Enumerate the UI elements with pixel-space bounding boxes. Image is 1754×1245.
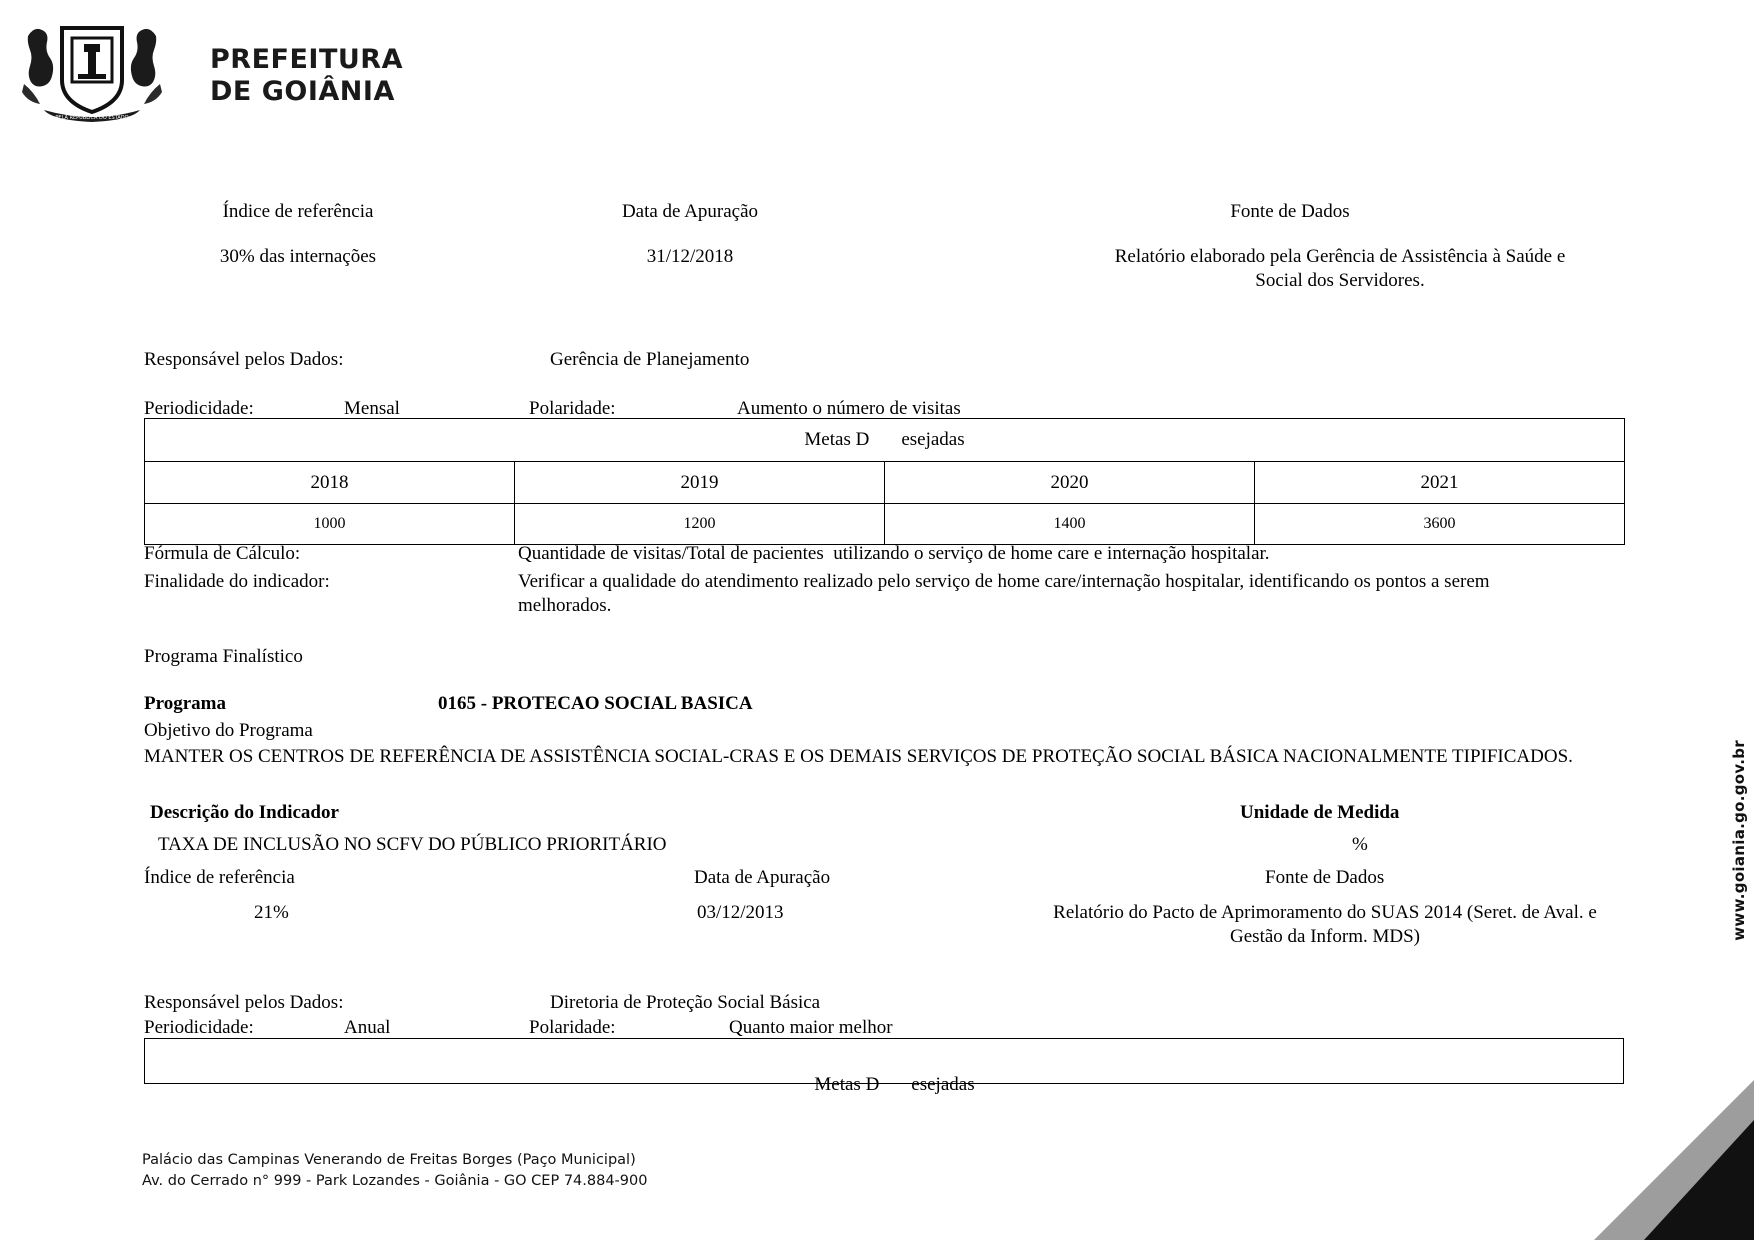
block2-index-value: 21%	[254, 902, 289, 923]
svg-text:PELA REPÚBLICA DO ESTADO: PELA REPÚBLICA DO ESTADO	[55, 115, 129, 121]
block2-date-value: 03/12/2013	[697, 902, 784, 923]
block2-periodicity-label: Periodicidade:	[144, 1017, 254, 1038]
metas-title-part-b: esejadas	[911, 1073, 975, 1095]
block1-metas-table	[144, 418, 1625, 545]
block1-source-header: Fonte de Dados	[1230, 201, 1350, 222]
block2-metas-title	[145, 1049, 1625, 1120]
block1-index-header: Índice de referência	[222, 201, 374, 222]
brand-line-2: DE GOIÂNIA	[210, 75, 395, 107]
block2-polarity-value: Quanto maior melhor	[729, 1017, 893, 1038]
footer-line-2: Av. do Cerrado n° 999 - Park Lozandes - Goiânia - GO CEP 74.884-900	[142, 1173, 648, 1190]
table-row	[145, 419, 1625, 462]
block1-purpose-value: Verificar a qualidade do atendimento realizado pelo serviço de home care/internação hospitalar, identificando os pontos a serem melhorados.	[518, 571, 1490, 616]
objective-label: Objetivo do Programa	[144, 720, 313, 741]
footer-line-1: Palácio das Campinas Venerando de Freitas Borges (Paço Municipal)	[142, 1152, 636, 1168]
block1-year-1: 2019	[515, 462, 885, 504]
table-row	[145, 504, 1625, 545]
metas-title-part-a: Metas D	[804, 429, 870, 450]
block1-periodicity-label: Periodicidade:	[144, 398, 254, 419]
table-row	[145, 462, 1625, 504]
block2-responsible-value: Diretoria de Proteção Social Básica	[550, 992, 821, 1013]
sidebar-website-url: www.goiania.go.gov.br	[1730, 740, 1748, 941]
block1-polarity-label: Polaridade:	[529, 398, 616, 419]
block2-source-value: Relatório do Pacto de Aprimoramento do SUAS 2014 (Seret. de Aval. e Gestão da Inform. MDS)	[1053, 902, 1597, 947]
unit-of-measure-label: Unidade de Medida	[1240, 802, 1400, 823]
block2-periodicity-value: Anual	[344, 1017, 391, 1038]
block1-year-2: 2020	[885, 462, 1255, 504]
block2-metas-table	[144, 1038, 1624, 1095]
block1-formula-label: Fórmula de Cálculo:	[144, 543, 301, 564]
block1-metas-title	[145, 419, 1625, 462]
program-value: 0165 - PROTECAO SOCIAL BASICA	[438, 693, 753, 714]
block1-responsible-value: Gerência de Planejamento	[550, 349, 750, 370]
block1-formula-value: Quantidade de visitas/Total de pacientes utilizando o serviço de home care e internação hospitalar.	[518, 543, 1270, 564]
block1-target-1: 1200	[515, 504, 885, 545]
brand-line-1: PREFEITURA	[210, 44, 403, 75]
block1-target-3: 3600	[1255, 504, 1625, 545]
block1-purpose-label: Finalidade do indicador:	[144, 571, 330, 592]
block1-polarity-value: Aumento o número de visitas	[737, 398, 961, 419]
program-label: Programa	[144, 693, 226, 714]
block1-target-0: 1000	[145, 504, 515, 545]
unit-of-measure-value: %	[1352, 834, 1368, 855]
block1-year-3: 2021	[1255, 462, 1625, 504]
metas-title-part-b: esejadas	[901, 429, 965, 450]
block2-date-header: Data de Apuração	[694, 867, 831, 888]
metas-title-part-a: Metas D	[814, 1073, 880, 1095]
block2-responsible-label: Responsável pelos Dados:	[144, 992, 344, 1013]
block2-index-header: Índice de referência	[144, 867, 295, 888]
indicator-description-value: TAXA DE INCLUSÃO NO SCFV DO PÚBLICO PRIORITÁRIO	[158, 834, 667, 855]
program-type: Programa Finalístico	[144, 646, 303, 667]
block1-index-value: 30% das internações	[219, 246, 377, 267]
block2-source-header: Fonte de Dados	[1265, 867, 1385, 888]
block1-date-value: 31/12/2018	[646, 246, 734, 267]
coat-of-arms-icon	[18, 14, 166, 122]
block2-polarity-label: Polaridade:	[529, 1017, 616, 1038]
footer-address	[142, 1150, 647, 1192]
block1-responsible-label: Responsável pelos Dados:	[144, 349, 344, 370]
objective-value: MANTER OS CENTROS DE REFERÊNCIA DE ASSISTÊNCIA SOCIAL-CRAS E OS DEMAIS SERVIÇOS DE PROTEÇÃO SOCIAL BÁSICA NACIONALMENTE TIPIFICADOS.	[144, 746, 1573, 767]
block1-source-value: Relatório elaborado pela Gerência de Assistência à Saúde e Social dos Servidores.	[1114, 246, 1566, 291]
block1-target-2: 1400	[885, 504, 1255, 545]
block1-periodicity-value: Mensal	[344, 398, 400, 419]
corner-decoration	[1554, 1080, 1754, 1240]
page-header	[18, 14, 438, 124]
brand-wordmark	[210, 44, 403, 108]
block1-year-0: 2018	[145, 462, 515, 504]
block1-date-header: Data de Apuração	[621, 201, 759, 222]
indicator-description-label: Descrição do Indicador	[150, 802, 339, 823]
